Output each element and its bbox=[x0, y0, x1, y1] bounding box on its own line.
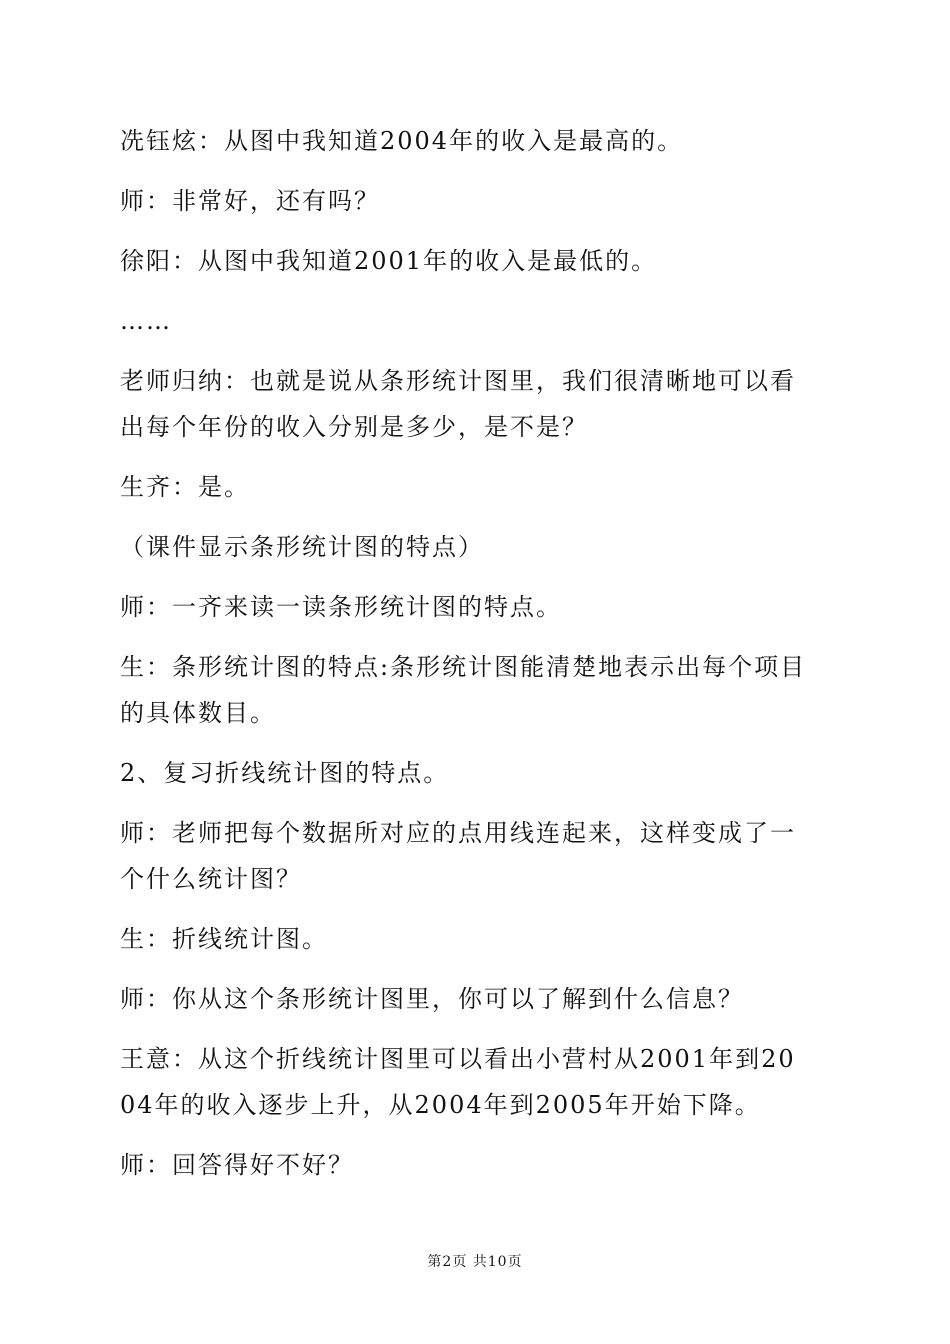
paragraph-13: 师：你从这个条形统计图里，你可以了解到什么信息？ bbox=[120, 985, 744, 1013]
paragraph-8: 师：一齐来读一读条形统计图的特点。 bbox=[120, 593, 562, 621]
paragraph-1: 冼钰炫：从图中我知道2004年的收入是最高的。 bbox=[120, 127, 684, 155]
paragraph-7: （课件显示条形统计图的特点） bbox=[120, 533, 484, 561]
paragraph-9: 生：条形统计图的特点:条形统计图能清楚地表示出每个项目的具体数目。 bbox=[120, 653, 807, 727]
paragraph-12: 生：折线统计图。 bbox=[120, 925, 328, 953]
paragraph-3: 徐阳：从图中我知道2001年的收入是最低的。 bbox=[120, 247, 658, 275]
paragraph-14: 王意：从这个折线统计图里可以看出小营村从2001年到2004年的收入逐步上升，从2004年到2005年开始下降。 bbox=[120, 1045, 796, 1119]
paragraph-11: 师：老师把每个数据所对应的点用线连起来，这样变成了一个什么统计图？ bbox=[120, 819, 796, 893]
paragraph-15: 师：回答得好不好？ bbox=[120, 1151, 354, 1179]
document-body bbox=[120, 118, 810, 1202]
paragraph-2: 师：非常好，还有吗？ bbox=[120, 187, 380, 215]
paragraph-6: 生齐：是。 bbox=[120, 473, 250, 501]
paragraph-ellipsis: …… bbox=[120, 307, 172, 335]
section-heading: 2、复习折线统计图的特点。 bbox=[120, 759, 450, 787]
paragraph-5: 老师归纳：也就是说从条形统计图里，我们很清晰地可以看出每个年份的收入分别是多少，是不是？ bbox=[120, 367, 796, 441]
page-number-footer: 第2页 共10页 bbox=[427, 1254, 523, 1270]
